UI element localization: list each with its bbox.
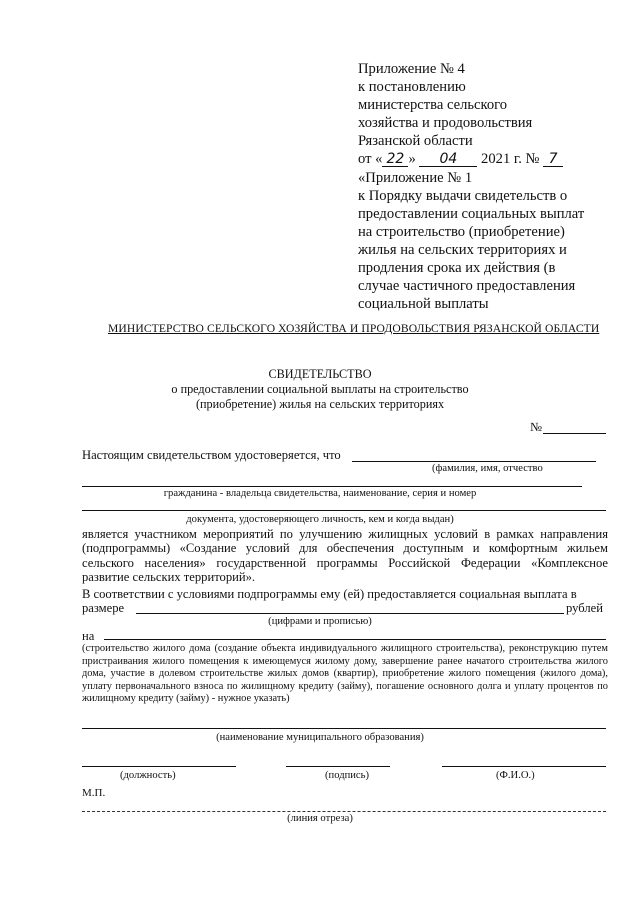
certificate-heading: СВИДЕТЕЛЬСТВО [268, 367, 372, 381]
handwritten-day: 22 [382, 152, 408, 167]
number-label: № [530, 420, 543, 434]
cut-line-hint: (линия отреза) [287, 813, 353, 824]
appendix-date-line: от « 22 » 04 2021 г. № 7 [358, 150, 618, 168]
appendix-line: к постановлению [358, 79, 466, 96]
purpose-hint: (строительство жилого дома (создание объекта индивидуального жилищного строительства), реконструкцию путем пристраивания жилого помещения к имеющемуся жилому дому, завершение ранее начатого строительства жилого дома, участие в долевом строительстве жилых домов (квартир), приобретение жилого помещения (жилого дома), уплату первоначального взноса по жилищному кредиту (займу), погашение основного долга и уплату процентов по жилищному кредиту (займу) - нужное указать) [82, 643, 608, 705]
appendix-line: предоставлении социальных выплат [358, 205, 585, 222]
municipality-field[interactable] [82, 728, 606, 729]
title-line-3: (приобретение) жилья на сельских территориях [195, 397, 445, 411]
ministry-header: МИНИСТЕРСТВО СЕЛЬСКОГО ХОЗЯЙСТВА И ПРОДОВОЛЬСТВИЯ РЯЗАНСКОЙ ОБЛАСТИ [108, 322, 600, 335]
payment-paragraph: В соответствии с условиями подпрограммы ему (ей) предоставляется социальная выплата в [82, 587, 577, 601]
position-hint: (должность) [120, 770, 176, 781]
appendix-line: «Приложение № 1 [358, 169, 473, 186]
handwritten-number: 7 [543, 152, 563, 167]
appendix-line: к Порядку выдачи свидетельств о [358, 187, 568, 204]
fio-field[interactable] [352, 461, 596, 462]
certify-text: Настоящим свидетельством удостоверяется, что [82, 448, 341, 462]
fio-hint: (фамилия, имя, отчество [432, 463, 543, 474]
fio-signature-hint: (Ф.И.О.) [496, 770, 535, 781]
amount-field[interactable] [136, 613, 564, 614]
participant-paragraph: является участником мероприятий по улучшению жилищных условий в рамках направления (подпрограммы) «Создание условий для обеспечения доступным и комфортным жильем сельского населения» государственной программы Российской Федерации «Комплексное развитие сельских территорий». [82, 527, 608, 585]
stamp-label: М.П. [82, 787, 106, 799]
appendix-block [358, 60, 618, 313]
position-field[interactable] [82, 766, 236, 767]
appendix-line: Приложение № 4 [358, 61, 465, 77]
document-field[interactable] [82, 510, 606, 511]
amount-label: размере [82, 601, 125, 615]
appendix-line: на строительство (приобретение) [358, 223, 565, 240]
handwritten-month: 04 [419, 152, 477, 167]
document-hint: документа, удостоверяющего личность, кем и когда выдан) [186, 514, 454, 525]
fio-signature-field[interactable] [442, 766, 606, 767]
number-field[interactable] [543, 433, 606, 434]
amount-hint: (цифрами и прописью) [268, 616, 372, 627]
appendix-line: продления срока их действия (в [358, 260, 556, 277]
appendix-line: случае частичного предоставления [358, 278, 576, 295]
purpose-label: на [82, 629, 95, 643]
appendix-line: Рязанской области [358, 133, 473, 150]
holder-field[interactable] [82, 486, 582, 487]
appendix-line: социальной выплаты [358, 296, 489, 313]
appendix-line: жилья на сельских территориях и [358, 241, 567, 258]
currency-label: рублей [566, 601, 603, 615]
title-line-2: о предоставлении социальной выплаты на строительство [171, 382, 469, 396]
appendix-line: министерства сельского [358, 97, 508, 114]
cut-line [82, 811, 606, 812]
signature-field[interactable] [286, 766, 390, 767]
purpose-field[interactable] [104, 639, 606, 640]
appendix-line: хозяйства и продовольствия [358, 115, 533, 132]
holder-hint: гражданина - владельца свидетельства, наименование, серия и номер [163, 488, 477, 499]
municipality-hint: (наименование муниципального образования) [216, 732, 424, 743]
signature-hint: (подпись) [325, 770, 369, 781]
